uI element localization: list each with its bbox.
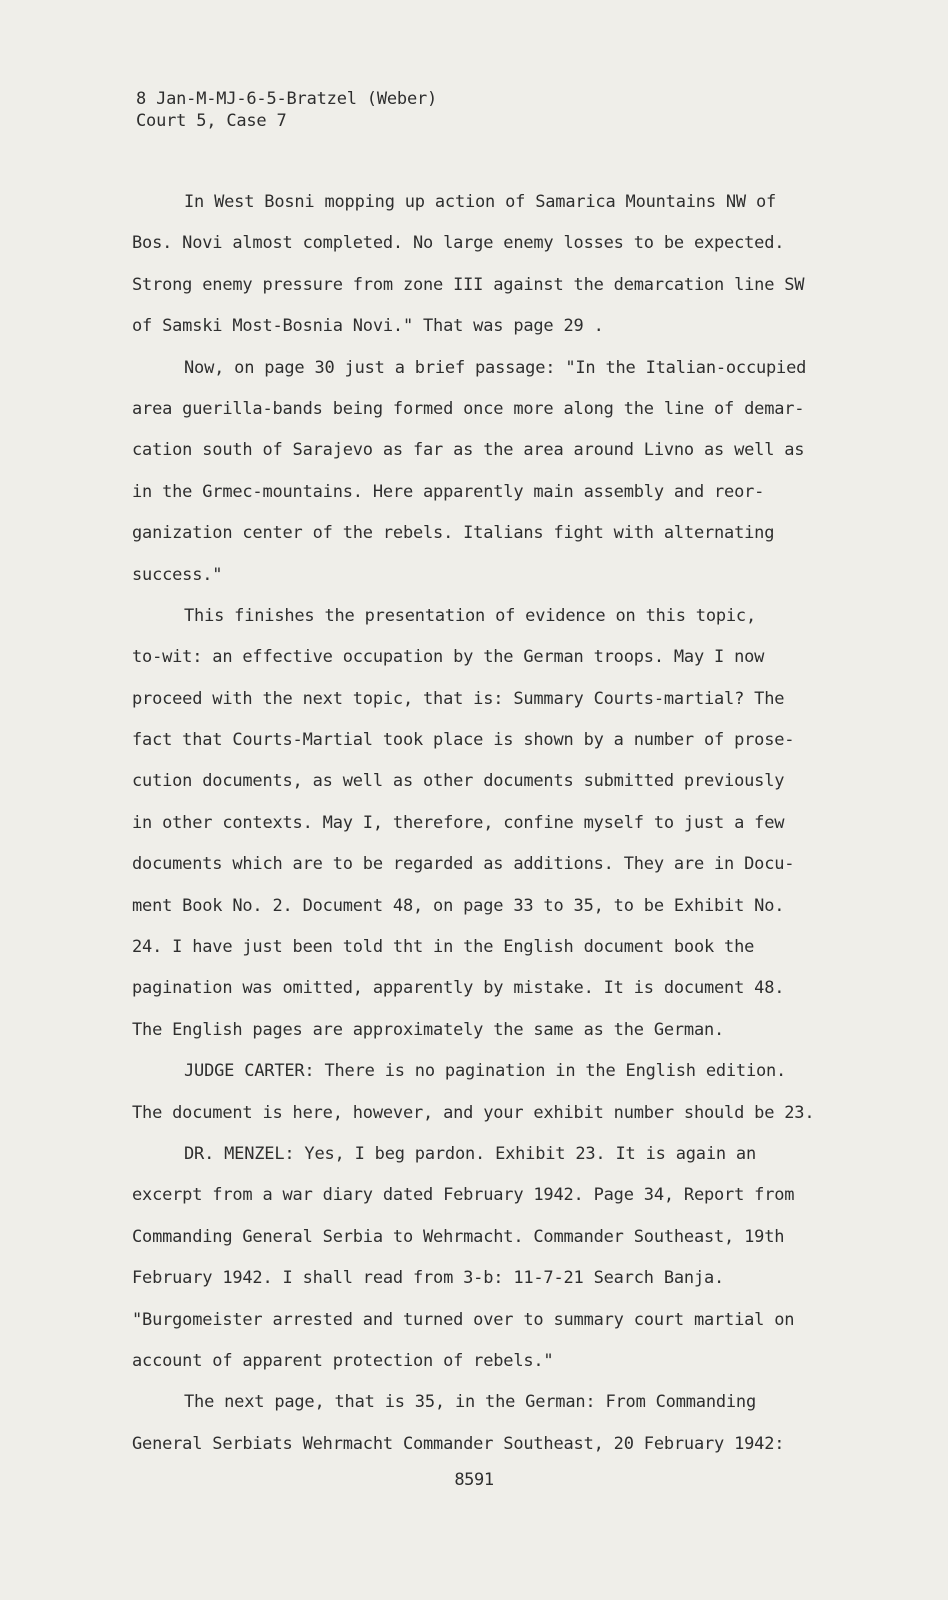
page-number: 8591 [454, 1470, 494, 1490]
transcript-line: proceed with the next topic, that is: Summary Courts-martial? The [132, 688, 785, 709]
transcript-line: Strong enemy pressure from zone III against the demarcation line SW [132, 274, 805, 295]
transcript-line: The English pages are approximately the same as the German. [132, 1019, 725, 1040]
transcript-line: area guerilla-bands being formed once more along the line of demar- [132, 398, 805, 419]
transcript-line: The next page, that is 35, in the German: From Commanding [184, 1392, 756, 1413]
transcript-line: This finishes the presentation of evidence on this topic, [184, 605, 756, 626]
transcript-line: Bos. Novi almost completed. No large enemy losses to be expected. [132, 233, 785, 254]
transcript-line: cation south of Sarajevo as far as the area around Livno as well as [132, 440, 805, 461]
header-reference-line: 8 Jan-M-MJ-6-5-Bratzel (Weber) [136, 89, 438, 109]
header-court-line: Court 5, Case 7 [136, 111, 287, 131]
transcript-line: cution documents, as well as other documents submitted previously [132, 771, 785, 792]
transcript-line: documents which are to be regarded as additions. They are in Docu- [132, 854, 795, 875]
transcript-line: February 1942. I shall read from 3-b: 11-7-21 Search Banja. [132, 1268, 725, 1289]
transcript-line: The document is here, however, and your exhibit number should be 23. [132, 1102, 815, 1123]
transcript-line: In West Bosni mopping up action of Samarica Mountains NW of [184, 192, 777, 212]
transcript-line: fact that Courts-Martial took place is shown by a number of prose- [132, 730, 795, 751]
transcript-line: account of apparent protection of rebels." [132, 1350, 554, 1371]
transcript-line: of Samski Most-Bosnia Novi." That was page 29 . [132, 316, 604, 337]
transcript-line: "Burgomeister arrested and turned over to summary court martial on [132, 1309, 795, 1330]
transcript-line: in other contexts. May I, therefore, confine myself to just a few [132, 812, 785, 833]
transcript-line: excerpt from a war diary dated February 1942. Page 34, Report from [132, 1185, 795, 1206]
transcript-line: in the Grmec-mountains. Here apparently main assembly and reor- [132, 481, 765, 502]
transcript-line: Now, on page 30 just a brief passage: "In the Italian-occupied [184, 357, 807, 378]
transcript-line: to-wit: an effective occupation by the German troops. May I now [132, 647, 765, 668]
transcript-line: 24. I have just been told tht in the English document book the [132, 937, 755, 958]
transcript-body [132, 190, 832, 1473]
transcript-line: JUDGE CARTER: There is no pagination in the English edition. [184, 1061, 787, 1082]
transcript-line: success." [132, 564, 223, 585]
transcript-line: Commanding General Serbia to Wehrmacht. Commander Southeast, 19th [132, 1226, 785, 1247]
transcript-line: General Serbiats Wehrmacht Commander Southeast, 20 February 1942: [132, 1433, 785, 1454]
transcript-line: DR. MENZEL: Yes, I beg pardon. Exhibit 23. It is again an [184, 1143, 756, 1164]
transcript-line: pagination was omitted, apparently by mistake. It is document 48. [132, 978, 785, 999]
transcript-line: ment Book No. 2. Document 48, on page 33 to 35, to be Exhibit No. [132, 895, 785, 916]
transcript-line: ganization center of the rebels. Italians fight with alternating [132, 523, 775, 544]
document-header [136, 88, 437, 132]
